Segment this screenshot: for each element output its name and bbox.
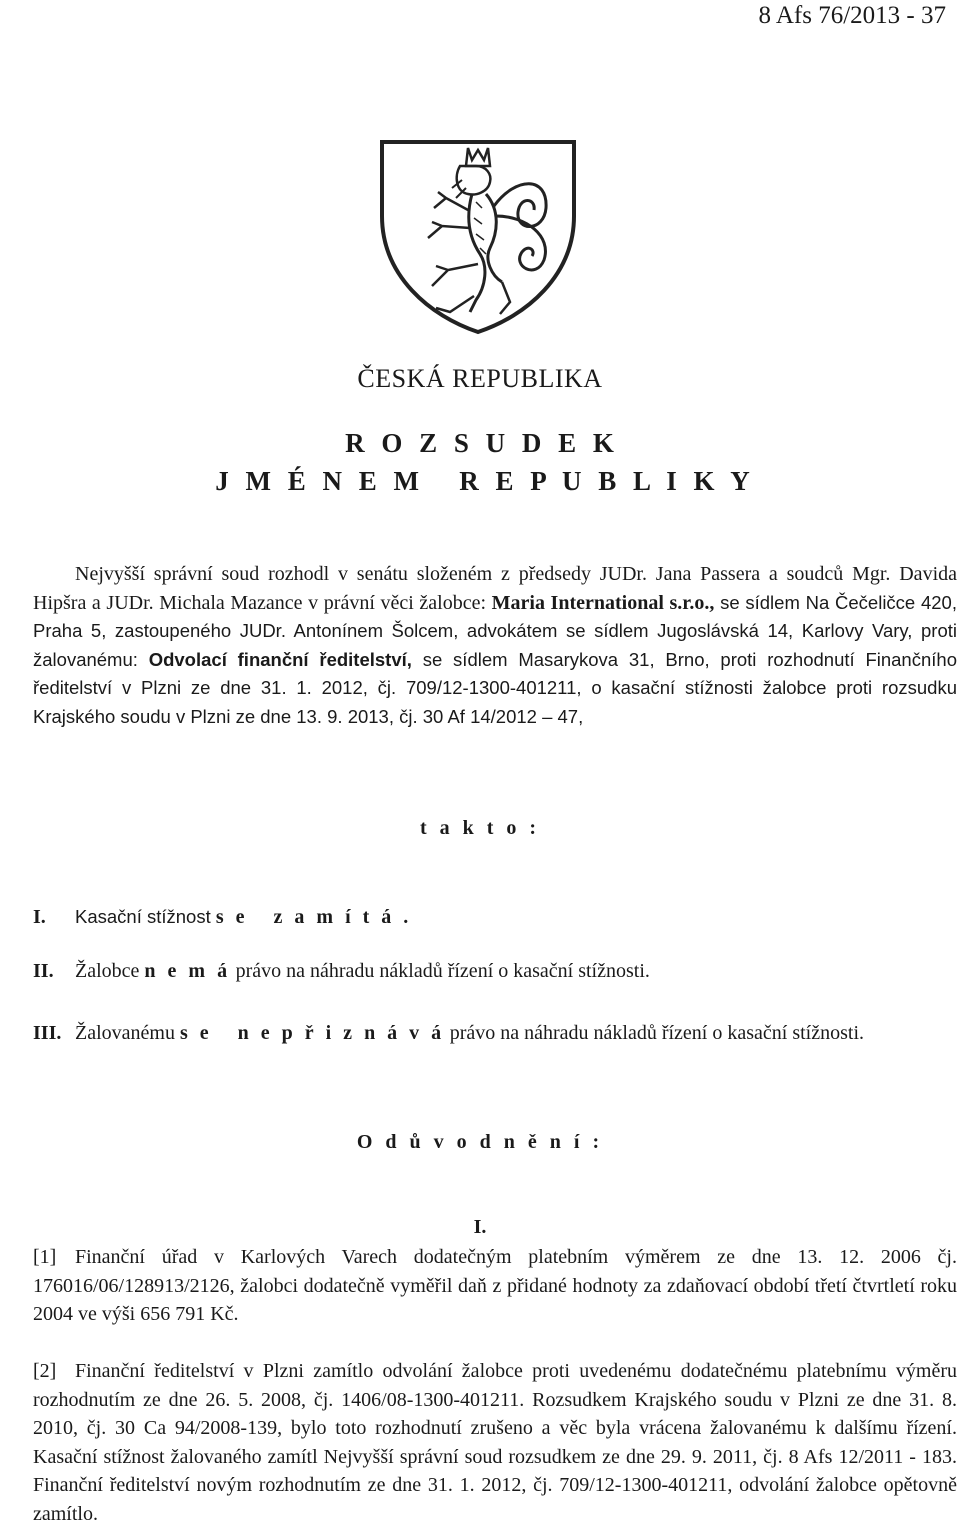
item-number: I. xyxy=(33,906,46,928)
case-reference: 8 Afs 76/2013 - 37 xyxy=(758,2,946,29)
section-number: I. xyxy=(473,1216,487,1238)
paragraph-text: Finanční úřad v Karlových Varech dodatečným platebním výměrem ze dne 13. 12. 2006 čj. 176016/06/128913/2126, žalobci dodatečně vyměřil daň z přidané hodnoty za zdaňovací období třetí čtvrtletí roku 2004 ve výši 656 791 Kč. xyxy=(33,1246,957,1325)
in-name-of-republic-heading: J M É N E M R E P U B L I K Y xyxy=(215,466,755,496)
czech-lion-coat-of-arms-icon xyxy=(376,136,580,336)
item-text: Žalobce xyxy=(75,960,145,982)
item-number: III. xyxy=(33,1022,62,1044)
document-type-heading: R O Z S U D E K xyxy=(345,428,619,458)
item-number: II. xyxy=(33,960,54,982)
reasoning-paragraph xyxy=(33,1243,957,1329)
operative-item xyxy=(33,903,957,932)
operative-item xyxy=(33,1019,957,1048)
paragraph-number: [2] xyxy=(33,1360,57,1382)
intro-text-1: Nejvyšší správní soud rozhodl v senátu složeném z předsedy JUDr. Jana Passera a soudců Mgr. Davida Hipšra a JUDr. Michala Mazance v právní věci žalobce: xyxy=(33,563,957,614)
state-name: ČESKÁ REPUBLIKA xyxy=(357,364,603,393)
paragraph-text: Finanční ředitelství v Plzni zamítlo odvolání žalobce proti uvedenému dodatečnému platebnímu výměru rozhodnutím ze dne 26. 5. 2008, čj. 1406/08-1300-401211. Rozsudkem Krajského soudu v Plzni ze dne 31. 8. 2010, čj. 30 Ca 94/2008-139, bylo toto rozhodnutí zrušeno a věc byla vrácena žalovanému k dalšímu řízení. Kasační stížnost žalovaného zamítl Nejvyšší správní soud rozsudkem ze dne 29. 9. 2011, čj. 8 Afs 12/2011 - 183. Finanční ředitelství novým rozhodnutím ze dne 31. 1. 2012, čj. 709/12-1300-401211, odvolání žalobce opětovně zamítlo. xyxy=(33,1360,957,1525)
plaintiff-name: Maria International s.r.o., xyxy=(491,591,715,614)
intro-text-2: se sídlem Na Čečeličce 420, Praha 5, zastoupeného JUDr. Antonínem Šolcem, advokátem se sídlem Jugoslávská 14, Karlovy Vary, proti žalovanému: xyxy=(33,591,957,670)
operative-heading: t a k t o : xyxy=(419,817,541,839)
reasoning-paragraph xyxy=(33,1357,957,1528)
intro-paragraph xyxy=(33,560,957,731)
item-text-after: právo na náhradu nákladů řízení o kasační stížnosti. xyxy=(230,960,650,982)
item-text: Žalovanému xyxy=(75,1022,180,1044)
defendant-name: Odvolací finanční ředitelství, xyxy=(148,648,412,670)
item-emphasis: s e z a m í t á . xyxy=(215,906,412,928)
paragraph-number: [1] xyxy=(33,1246,57,1268)
intro-text-3: se sídlem Masarykova 31, Brno, proti rozhodnutí Finančního ředitelství v Plzni ze dne 31. 1. 2012, čj. 709/12-1300-401211, o kasační stížnosti žalobce proti rozsudku Krajského soudu v Plzni ze dne 13. 9. 2013, čj. 30 Af 14/2012 – 47, xyxy=(33,648,957,727)
item-text: Kasační stížnost xyxy=(75,906,216,927)
item-emphasis: n e m á xyxy=(144,960,231,982)
operative-item xyxy=(33,957,957,986)
reasoning-heading: O d ů v o d n ě n í : xyxy=(356,1131,604,1153)
item-text-after: právo na náhradu nákladů řízení o kasační stížnosti. xyxy=(444,1022,864,1044)
item-emphasis: s e n e p ř i z n á v á xyxy=(179,1022,445,1044)
